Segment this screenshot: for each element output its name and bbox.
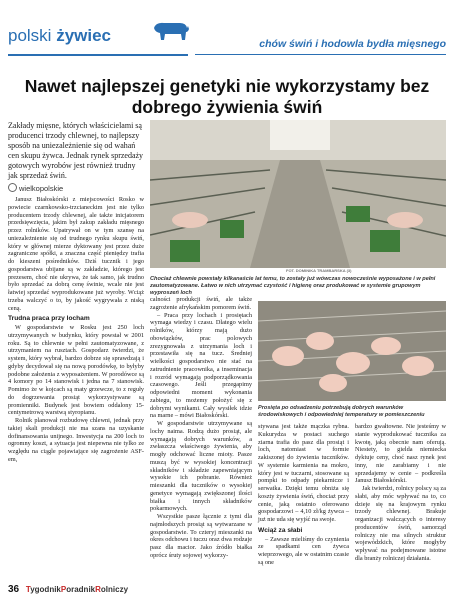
column-1	[8, 196, 144, 464]
col3-subheading: Wciąż za słabi	[258, 526, 303, 534]
col3-paragraph: – Zawsze mieliśmy do czynienia ze spadkami cen żywca wieprzowego, ale w ostatnim czasie są one	[258, 535, 349, 566]
col1-paragraph: Janusz Białoskórski z miejscowości Rosko w powiecie czarnkowsko-trzcianeckim jest nie tylko producentem trzody chlewnej, ale także inicjatorem przedsięwzięcia, jakim był zakup zakładu mięsnego przez rolników. Upatrywał on w tym szansę na uniezależnienie się od trudnego rynku skupu świń, który w głównej mierze dyktowany jest przez duże zagraniczne spółki, a znaczna część pieniędzy trafia do kieszeni pośredników. Dziś tucznik i jego gospodarstwa ubijane są w zakładzie, którego jest prezesem, choć nie ukrywa, że tak samo, jak trudno było sprzedać za dobrą cenę świnie, wcale nie jest łatwiej sprzedać wyprodukowane już wyroby. Wciąż trzeba walczyć o to, by jakość wygrywała z niską ceną.	[8, 196, 144, 312]
col2-paragraph: calności produkcji świń, ale także zagrożenie afrykańskim pomorem świń.	[150, 296, 252, 311]
column-3	[258, 423, 349, 567]
piglets-photo	[258, 301, 446, 401]
col4-paragraph: bardzo gwałtowne. Nie jesteśmy w stanie wyprodukować tucznika za kwotę, jaką obecnie nam oferują. Niestety, to gielda niemiecka dyktuje ceny, choć nasz rynek jest inny, nie zarabiamy i nie sprzedajemy w cenie – podkreśla Janusz Białoskórski.	[355, 423, 446, 485]
barn-illustration	[150, 120, 446, 268]
cow-icon	[150, 14, 190, 48]
brand-logo	[8, 26, 111, 46]
magazine-part: oradnik	[66, 585, 96, 594]
photo2-caption: Prosięta po odsadzeniu potrzebują dobrych warunków środowiskowych i odpowiedniej temperatury w pomieszczeniu	[258, 405, 425, 418]
header-rule-right	[195, 54, 446, 55]
author-region: wielkopolskie	[19, 184, 64, 193]
page-footer	[8, 584, 128, 595]
magazine-letter: P	[60, 585, 67, 594]
column-2	[150, 296, 252, 560]
col2-paragraph: – Praca przy lochach i prosiętach wymaga wiedzy i czasu. Dlatego wielu rolników, którzy mają dużo obowiązków, prac polowych zrezygnowała z utrzymania loch i przestawiła się na tucz. Średniej wielkości gospodarstwo nie stać na zatrudnienie pracownika, a inseminacja i rozród wymagają podporządkowania czasowego. Jeśli przegapimy odpowiedni moment wykonania zabiegu, to możemy położyć się z dobrymi wynikami. Cały wysiłek idzie na marne – mówi Białoskórski.	[150, 311, 252, 420]
col1-paragraph: W gospodarstwie w Rosku jest 250 loch utrzymywanych w budynku, który powstał w 2001 roku. Są to chlewnie w pełni zautomatyzowane, z utrzymaniem na rusztach. Gospodarz twierdzi, że system, który wybrał, bardzo dobrze się sprawdzają i gdyby decydował się na nową porodówkę, to byłyby podobne założenia z wyposażeniem. W porodówce są 4 komory po 14 stanowisk i jedna na 7 stanowisk. Pomimo że w kojcach są maty grzewcze, to z reguły do dogrzewania prosiąt wykorzystywane są promienniki. Budynek jest bowiem oddalony 15-centymetrową warstwą styropianu.	[8, 324, 144, 417]
photo-credit: FOT. DOMINIKA TRAMBARSKA (3)	[286, 268, 352, 273]
col4-paragraph: Jak twierdzi, rolnicy polscy są za słabi, aby móc wpływać na to, co dzieje się na krajowym rynku trzody chlewnej. Brakuje organizacji walczących o interesy producentów świń, samorząd rolniczy nie ma silnych struktur wojewódzkich, które mogłyby wpływać na podejmowane istotne dla branży rolniczej działania.	[355, 485, 446, 562]
page-number: 36	[8, 584, 20, 595]
magazine-letter: T	[25, 585, 31, 594]
col2-paragraph: W gospodarstwie utrzymywane są lochy naima. Rodzą dużo prosiąt, ale wymagają dobrych warunków, a zwłaszcza właściwego żywienia, aby mogły odchować liczne mioty. Pasze muszą być w wysokiej koncentracji składników i składzie zapewniającym wysokie ich pobranie. Również mieszanki dla tuczników o wysokiej genetyce wymagają zwiększonej ilości białka i innych składników pokarmowych.	[150, 420, 252, 513]
col1-subheading: Trudna praca przy locham	[8, 315, 90, 323]
magazine-part: olniczy	[100, 585, 129, 594]
article-lead: Zakłady mięsne, których właścicielami są producenci trzody chlewnej, to najlepszy sposób na uniezależnienie się od wahań cen skupu żywca. Jednak rynek sprzedaży gotowych wyrobów jest również trudny jak sprzedaż świń.	[8, 121, 144, 180]
col1-paragraph: Rolnik planował rozbudowę chlewni, jednak przy takiej skali produkcji nie ma szans na uzyskanie dofinansowania unijnego. Inwestycja na 200 loch to ogromny koszt, a sytuacja jest niepewna nie tylko ze względu na ciągle pojawiające się zagrożenie ASF-em,	[8, 417, 144, 463]
column-4	[355, 423, 446, 563]
magazine-letter: R	[95, 585, 101, 594]
brand-light: polski	[8, 26, 52, 45]
section-label: chów świń i hodowla bydła mięsnego	[259, 38, 446, 50]
author-line	[8, 183, 63, 193]
pig-barn-photo	[150, 120, 446, 268]
magazine-part: ygodnik	[30, 585, 61, 594]
piglets-illustration	[258, 301, 446, 401]
article-title: Nawet najlepszej genetyki nie wykorzystamy bez dobrego żywienia świń	[24, 76, 430, 117]
brand-bold: żywiec	[56, 26, 112, 45]
location-icon	[8, 183, 17, 192]
page-header	[0, 0, 454, 62]
header-rule-left	[8, 54, 188, 56]
col3-paragraph: stywana jest także mączka rybna. Kukurydza w postaci suchego ziarna trafia do pasz dla prosiąt i loch, natomiast w formie zakiszonej do żywienia tuczników. W systemie karmienia na mokro, który jest w tuczarni, stosowane są pompki to odpady piekarnicze i serwatka. Dzięki temu obniża się koszty żywienia świń, chociaż przy cenie, jaką ostatnio oferowano gospodarzowi – 4,10 zł/kg żywca – już nie uda się wyjść na swoje.	[258, 423, 349, 523]
photo1-caption: Chociaż chlewnie powstały kilkanaście lat temu, to zostały już wówczas nowocześnie wyposażone i w pełni zautomatyzowane. Łatwo w nich utrzymać czystość i higienę oraz produkować w systemie grupowym wyproszeń loch	[150, 276, 436, 296]
magazine-name	[26, 585, 128, 594]
col2-paragraph: Wszystkie pasze łącznie z tymi dla najmłodszych prosiąt są wytwarzane w gospodarstwie. To czteryj mieszanki na okres odchowu i tuczu oraz dwa rodzaje pasz dla macior. Jako źródło białka oprócz śruty sojowej wykorzy-	[150, 513, 252, 559]
